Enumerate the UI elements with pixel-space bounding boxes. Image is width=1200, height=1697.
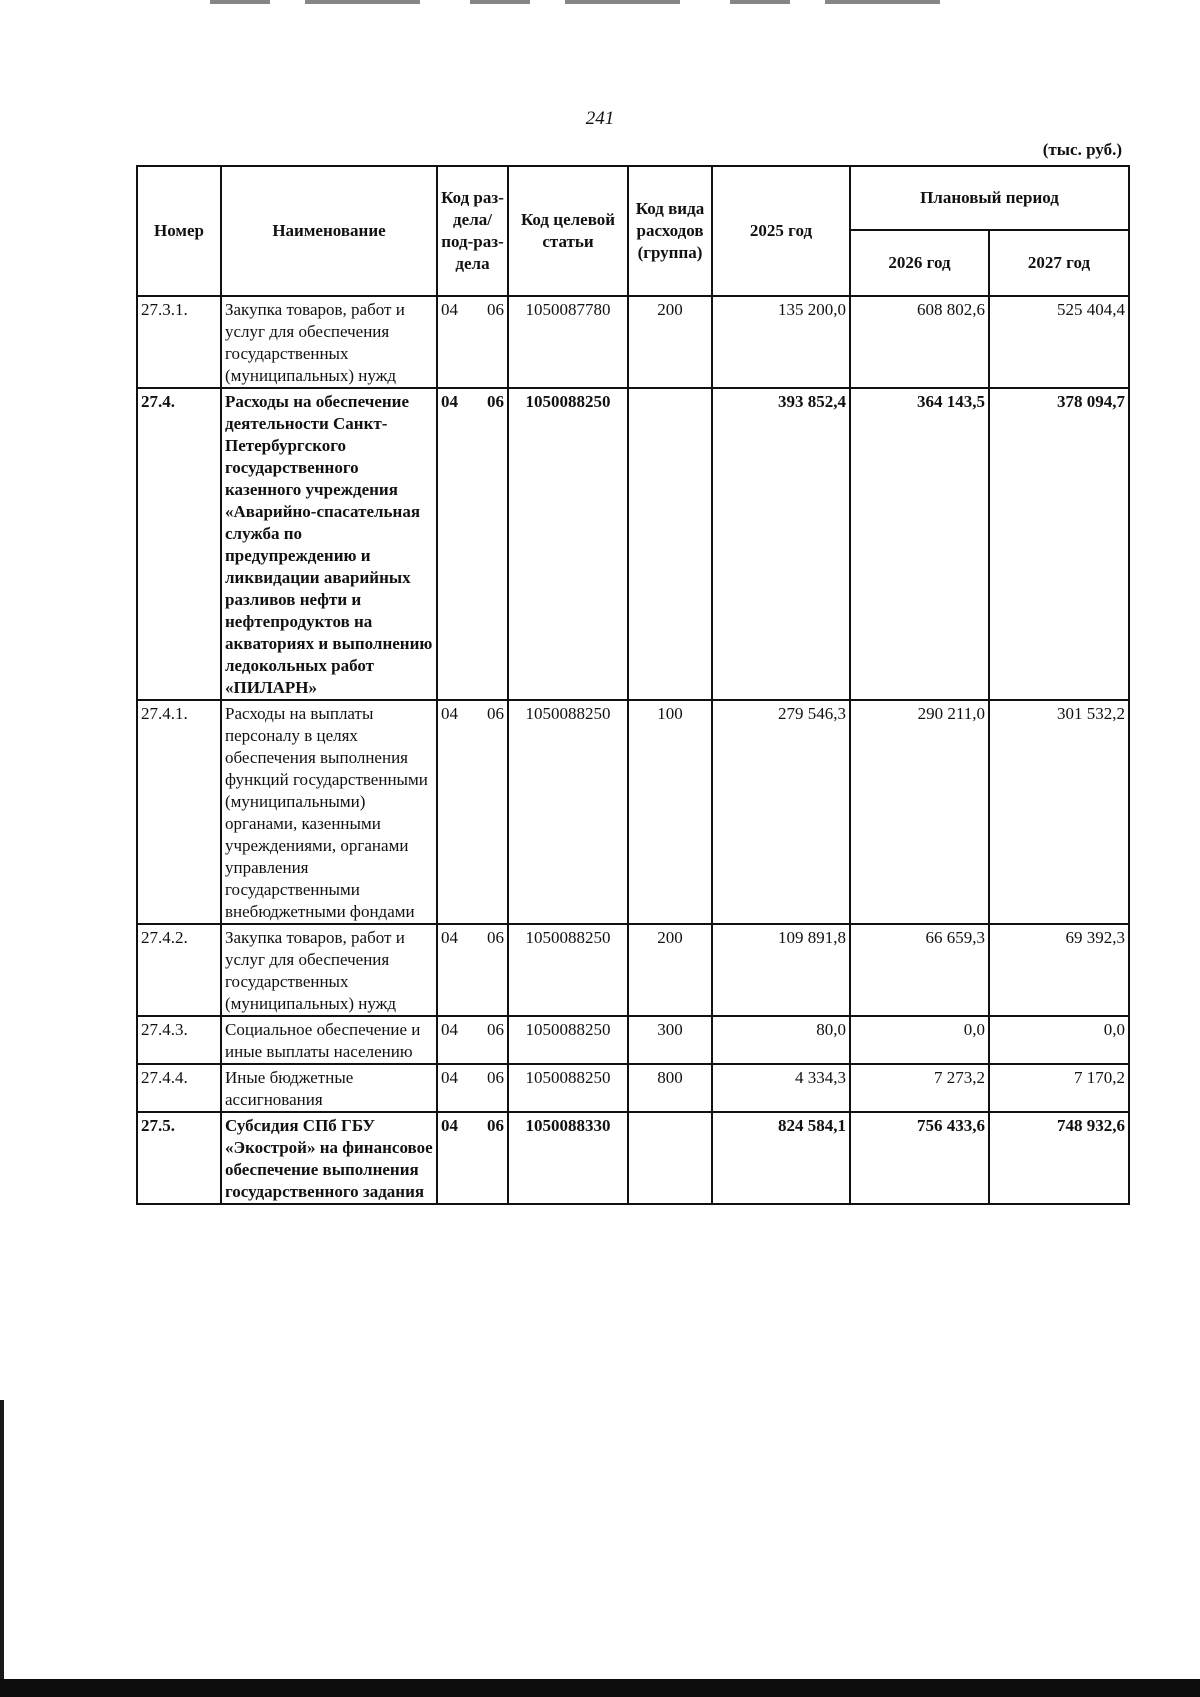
row-section: 04 [441,1068,458,1087]
row-amount-2027: 748 932,6 [989,1112,1129,1204]
row-section: 04 [441,392,458,411]
row-target-code: 1050088250 [508,700,628,924]
row-name: Субсидия СПб ГБУ «Экострой» на финансовое обеспечение выполнения государственного задания [221,1112,437,1204]
table-row [137,1064,1129,1112]
row-name: Социальное обеспечение и иные выплаты населению [221,1016,437,1064]
header-year-2027: 2027 год [989,230,1129,296]
row-target-code: 1050088330 [508,1112,628,1204]
row-section-code [437,1016,508,1064]
row-amount-2025: 393 852,4 [712,388,850,700]
table-row [137,388,1129,700]
table-row [137,1016,1129,1064]
row-section: 04 [441,1020,458,1039]
row-amount-2026: 0,0 [850,1016,989,1064]
row-amount-2027: 69 392,3 [989,924,1129,1016]
row-target-code: 1050087780 [508,296,628,388]
table-row [137,924,1129,1016]
row-expense-type: 200 [628,296,712,388]
row-section-code [437,1064,508,1112]
row-subsection: 06 [487,928,504,947]
row-subsection: 06 [487,300,504,319]
row-amount-2026: 756 433,6 [850,1112,989,1204]
row-amount-2025: 824 584,1 [712,1112,850,1204]
row-section-code [437,388,508,700]
row-expense-type: 300 [628,1016,712,1064]
row-amount-2026: 290 211,0 [850,700,989,924]
header-name: Наименование [221,166,437,296]
row-subsection: 06 [487,704,504,723]
row-section: 04 [441,1116,458,1135]
row-subsection: 06 [487,1116,504,1135]
row-number: 27.4.4. [137,1064,221,1112]
row-target-code: 1050088250 [508,1016,628,1064]
row-number: 27.4. [137,388,221,700]
row-expense-type: 100 [628,700,712,924]
row-amount-2027: 301 532,2 [989,700,1129,924]
units-label: (тыс. руб.) [1042,140,1122,159]
budget-table [136,165,1130,1205]
row-amount-2025: 279 546,3 [712,700,850,924]
header-number: Номер [137,166,221,296]
row-target-code: 1050088250 [508,924,628,1016]
row-amount-2027: 525 404,4 [989,296,1129,388]
row-section: 04 [441,300,458,319]
row-subsection: 06 [487,392,504,411]
scan-bottom-edge [0,1679,1200,1697]
row-number: 27.4.1. [137,700,221,924]
row-target-code: 1050088250 [508,388,628,700]
row-number: 27.4.2. [137,924,221,1016]
row-amount-2027: 7 170,2 [989,1064,1129,1112]
row-section-code [437,700,508,924]
row-section-code [437,1112,508,1204]
row-amount-2026: 66 659,3 [850,924,989,1016]
row-amount-2026: 364 143,5 [850,388,989,700]
row-section: 04 [441,928,458,947]
table-row [137,296,1129,388]
row-section-code [437,924,508,1016]
scan-artifact [210,0,940,4]
header-section-code: Код раз-дела/ под-раз-дела [437,166,508,296]
table-row [137,1112,1129,1204]
row-expense-type: 800 [628,1064,712,1112]
row-expense-type [628,388,712,700]
table-row [137,700,1129,924]
table-body [137,296,1129,1204]
header-year-2026: 2026 год [850,230,989,296]
row-amount-2027: 0,0 [989,1016,1129,1064]
page-number: 241 [585,108,615,129]
row-amount-2025: 135 200,0 [712,296,850,388]
row-expense-type: 200 [628,924,712,1016]
row-section: 04 [441,704,458,723]
row-target-code: 1050088250 [508,1064,628,1112]
row-name: Иные бюджетные ассигнования [221,1064,437,1112]
header-year-2025: 2025 год [712,166,850,296]
row-amount-2026: 7 273,2 [850,1064,989,1112]
header-planned-period: Плановый период [850,166,1129,230]
scan-edge [0,1400,4,1680]
row-name: Закупка товаров, работ и услуг для обеспечения государственных (муниципальных) нужд [221,924,437,1016]
row-amount-2025: 109 891,8 [712,924,850,1016]
header-expense-type: Код вида расходов (группа) [628,166,712,296]
row-name: Расходы на выплаты персоналу в целях обеспечения выполнения функций государственными (муниципальными) органами, казенными учреждениями, органами управления государственными внебюджетными фондами [221,700,437,924]
row-amount-2025: 4 334,3 [712,1064,850,1112]
row-amount-2026: 608 802,6 [850,296,989,388]
header-target-code: Код целевой статьи [508,166,628,296]
row-number: 27.3.1. [137,296,221,388]
row-name: Расходы на обеспечение деятельности Санкт-Петербургского государственного казенного учреждения «Аварийно-спасательная служба по предупреждению и ликвидации аварийных разливов нефти и нефтепродуктов на акваториях и выполнению ледокольных работ «ПИЛАРН» [221,388,437,700]
row-name: Закупка товаров, работ и услуг для обеспечения государственных (муниципальных) нужд [221,296,437,388]
row-subsection: 06 [487,1020,504,1039]
row-subsection: 06 [487,1068,504,1087]
row-section-code [437,296,508,388]
row-amount-2025: 80,0 [712,1016,850,1064]
row-amount-2027: 378 094,7 [989,388,1129,700]
row-number: 27.4.3. [137,1016,221,1064]
row-expense-type [628,1112,712,1204]
row-number: 27.5. [137,1112,221,1204]
